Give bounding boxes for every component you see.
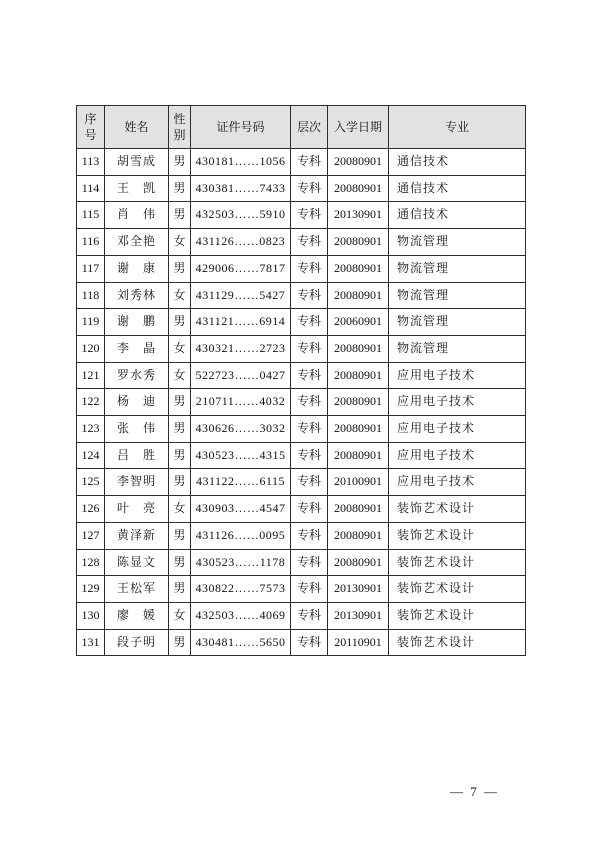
cell-level: 专科 [291,576,328,603]
cell-enroll-date: 20080901 [328,149,389,176]
cell-gender: 男 [169,149,191,176]
cell-name: 谢 鹏 [105,309,169,336]
cell-level: 专科 [291,282,328,309]
cell-id-number: 430822……7573 [191,576,291,603]
cell-enroll-date: 20080901 [328,335,389,362]
cell-id-number: 430523……1178 [191,549,291,576]
cell-name: 邓全艳 [105,229,169,256]
cell-id-number: 431126……0095 [191,522,291,549]
table-row [77,202,526,229]
cell-level: 专科 [291,255,328,282]
cell-id-number: 210711……4032 [191,389,291,416]
cell-gender: 男 [169,629,191,656]
cell-level: 专科 [291,229,328,256]
cell-level: 专科 [291,362,328,389]
cell-level: 专科 [291,175,328,202]
page-number: — 7 — [450,784,499,799]
cell-gender: 男 [169,175,191,202]
column-header-major: 专业 [389,106,526,149]
cell-level: 专科 [291,629,328,656]
cell-name: 胡雪成 [105,149,169,176]
cell-enroll-date: 20100901 [328,469,389,496]
cell-major: 通信技术 [389,175,526,202]
cell-gender: 男 [169,469,191,496]
cell-major: 应用电子技术 [389,389,526,416]
cell-gender: 女 [169,496,191,523]
cell-gender: 男 [169,309,191,336]
cell-name: 肖 伟 [105,202,169,229]
cell-index: 125 [77,469,105,496]
cell-name: 陈显文 [105,549,169,576]
cell-enroll-date: 20080901 [328,522,389,549]
cell-major: 物流管理 [389,229,526,256]
cell-enroll-date: 20080901 [328,229,389,256]
cell-index: 130 [77,602,105,629]
column-header-name: 姓名 [105,106,169,149]
cell-major: 应用电子技术 [389,362,526,389]
cell-name: 王 凯 [105,175,169,202]
cell-enroll-date: 20130901 [328,202,389,229]
cell-name: 罗水秀 [105,362,169,389]
column-header-enroll-date: 入学日期 [328,106,389,149]
table-row [77,629,526,656]
table-row [77,576,526,603]
cell-gender: 女 [169,602,191,629]
cell-id-number: 431122……6115 [191,469,291,496]
column-header-index: 序号 [77,106,105,149]
cell-name: 王松军 [105,576,169,603]
cell-id-number: 429006……7817 [191,255,291,282]
column-header-level: 层次 [291,106,328,149]
cell-index: 119 [77,309,105,336]
header-row [77,106,526,149]
cell-id-number: 431126……0823 [191,229,291,256]
cell-enroll-date: 20080901 [328,255,389,282]
cell-id-number: 430321……2723 [191,335,291,362]
cell-index: 114 [77,175,105,202]
cell-id-number: 430181……1056 [191,149,291,176]
cell-major: 应用电子技术 [389,416,526,443]
cell-index: 122 [77,389,105,416]
cell-gender: 男 [169,442,191,469]
cell-name: 李 晶 [105,335,169,362]
cell-index: 123 [77,416,105,443]
cell-enroll-date: 20080901 [328,496,389,523]
cell-level: 专科 [291,602,328,629]
table-row [77,335,526,362]
cell-index: 113 [77,149,105,176]
cell-index: 128 [77,549,105,576]
cell-name: 张 伟 [105,416,169,443]
cell-id-number: 430481……5650 [191,629,291,656]
cell-name: 黄泽新 [105,522,169,549]
cell-major: 通信技术 [389,149,526,176]
table-row [77,416,526,443]
cell-index: 124 [77,442,105,469]
cell-id-number: 522723……0427 [191,362,291,389]
cell-major: 物流管理 [389,282,526,309]
cell-level: 专科 [291,335,328,362]
cell-level: 专科 [291,469,328,496]
cell-name: 廖 媛 [105,602,169,629]
cell-id-number: 432503……5910 [191,202,291,229]
cell-index: 118 [77,282,105,309]
cell-index: 127 [77,522,105,549]
cell-index: 116 [77,229,105,256]
cell-name: 吕 胜 [105,442,169,469]
cell-gender: 男 [169,416,191,443]
cell-major: 装饰艺术设计 [389,629,526,656]
cell-id-number: 430903……4547 [191,496,291,523]
cell-gender: 女 [169,282,191,309]
cell-gender: 男 [169,255,191,282]
cell-index: 129 [77,576,105,603]
cell-enroll-date: 20080901 [328,442,389,469]
student-roster-table [76,105,526,656]
cell-gender: 女 [169,335,191,362]
cell-gender: 女 [169,362,191,389]
cell-id-number: 431129……5427 [191,282,291,309]
cell-level: 专科 [291,309,328,336]
table-row [77,549,526,576]
cell-enroll-date: 20130901 [328,576,389,603]
cell-name: 叶 亮 [105,496,169,523]
cell-level: 专科 [291,549,328,576]
cell-name: 杨 迪 [105,389,169,416]
cell-level: 专科 [291,389,328,416]
table-row [77,389,526,416]
cell-enroll-date: 20080901 [328,416,389,443]
cell-id-number: 432503……4069 [191,602,291,629]
cell-enroll-date: 20080901 [328,282,389,309]
table-row [77,149,526,176]
cell-enroll-date: 20110901 [328,629,389,656]
cell-gender: 男 [169,522,191,549]
cell-name: 李智明 [105,469,169,496]
column-header-id-number: 证件号码 [191,106,291,149]
table-row [77,442,526,469]
cell-gender: 男 [169,549,191,576]
cell-major: 物流管理 [389,335,526,362]
cell-gender: 男 [169,576,191,603]
cell-gender: 女 [169,229,191,256]
cell-enroll-date: 20080901 [328,549,389,576]
table-row [77,255,526,282]
cell-id-number: 430626……3032 [191,416,291,443]
cell-index: 126 [77,496,105,523]
table-row [77,282,526,309]
table-row [77,175,526,202]
table-row [77,522,526,549]
cell-enroll-date: 20080901 [328,362,389,389]
cell-major: 装饰艺术设计 [389,602,526,629]
cell-id-number: 431121……6914 [191,309,291,336]
cell-major: 装饰艺术设计 [389,522,526,549]
table-header [77,106,526,149]
cell-index: 121 [77,362,105,389]
cell-gender: 男 [169,202,191,229]
cell-level: 专科 [291,416,328,443]
table-body [77,149,526,656]
table-row [77,309,526,336]
cell-index: 117 [77,255,105,282]
cell-name: 谢 康 [105,255,169,282]
cell-major: 装饰艺术设计 [389,576,526,603]
cell-major: 物流管理 [389,255,526,282]
cell-level: 专科 [291,496,328,523]
column-header-gender: 性别 [169,106,191,149]
cell-id-number: 430523……4315 [191,442,291,469]
cell-index: 115 [77,202,105,229]
cell-gender: 男 [169,389,191,416]
cell-enroll-date: 20130901 [328,602,389,629]
cell-id-number: 430381……7433 [191,175,291,202]
cell-name: 段子明 [105,629,169,656]
cell-name: 刘秀林 [105,282,169,309]
cell-enroll-date: 20060901 [328,309,389,336]
table-row [77,229,526,256]
cell-enroll-date: 20080901 [328,175,389,202]
cell-level: 专科 [291,442,328,469]
cell-major: 装饰艺术设计 [389,549,526,576]
cell-major: 应用电子技术 [389,469,526,496]
table-row [77,469,526,496]
table-row [77,496,526,523]
cell-major: 通信技术 [389,202,526,229]
cell-enroll-date: 20080901 [328,389,389,416]
cell-major: 物流管理 [389,309,526,336]
table-row [77,362,526,389]
cell-major: 装饰艺术设计 [389,496,526,523]
cell-major: 应用电子技术 [389,442,526,469]
cell-level: 专科 [291,202,328,229]
cell-index: 120 [77,335,105,362]
cell-level: 专科 [291,149,328,176]
table-row [77,602,526,629]
cell-level: 专科 [291,522,328,549]
cell-index: 131 [77,629,105,656]
